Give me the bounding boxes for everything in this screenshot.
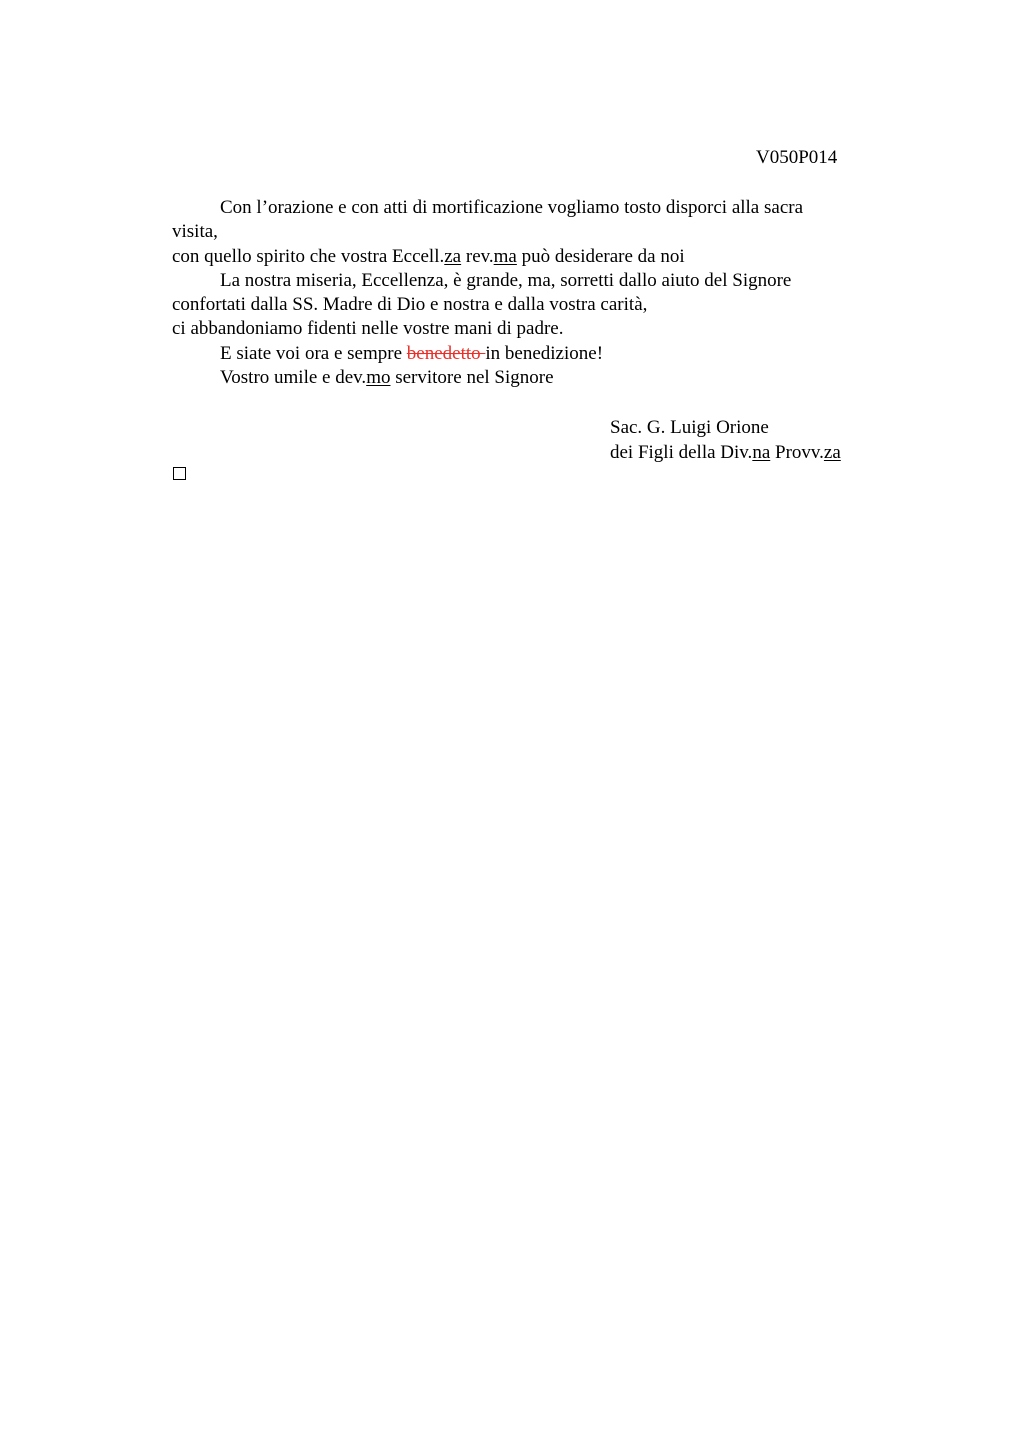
letter-line-5: confortati dalla SS. Madre di Dio e nostra e dalla vostra carità,: [172, 294, 648, 316]
letter-body: [172, 196, 872, 390]
letter-line-8: [172, 366, 872, 390]
signature-name: Sac. G. Luigi Orione: [610, 417, 769, 438]
letter-line-3-text-b: rev.: [461, 245, 494, 267]
letter-line-1: Con l’orazione e con atti di mortificazione vogliamo tosto disporci alla sacra: [220, 197, 804, 218]
abbreviation-superscript-ma: ma: [493, 245, 517, 267]
signature-title: [610, 440, 910, 465]
letter-line-8-text-b: servitore nel Signore: [390, 367, 554, 389]
signature-block: [610, 415, 910, 465]
signature-title-text-a: dei Figli della Div.: [610, 442, 753, 463]
empty-square-icon: [173, 467, 186, 480]
letter-line-7-text-a: E siate voi ora e sempre: [220, 342, 407, 364]
letter-line-3-text-a: con quello spirito che vostra Eccell.: [172, 245, 445, 267]
letter-line-3: [172, 245, 872, 269]
page-identifier: V050P014: [756, 147, 838, 168]
struck-through-word: benedetto: [406, 342, 486, 364]
abbreviation-superscript-mo: mo: [366, 367, 391, 389]
signature-title-text-b: Provv.: [770, 442, 824, 463]
abbreviation-superscript-za-2: za: [823, 442, 841, 463]
letter-line-2: visita,: [172, 221, 218, 243]
letter-line-7: [172, 342, 872, 366]
letter-line-4: La nostra miseria, Eccellenza, è grande, ma, sorretti dallo aiuto del Signore: [220, 269, 792, 291]
letter-line-8-text-a: Vostro umile e dev.: [220, 367, 367, 389]
abbreviation-superscript-na: na: [752, 442, 771, 463]
letter-line-7-text-b: in benedizione!: [485, 342, 604, 364]
abbreviation-superscript-za: za: [444, 245, 462, 267]
letter-line-3-text-c: può desiderare da noi: [516, 245, 685, 267]
letter-line-6: ci abbandoniamo fidenti nelle vostre mani di padre.: [172, 318, 564, 340]
